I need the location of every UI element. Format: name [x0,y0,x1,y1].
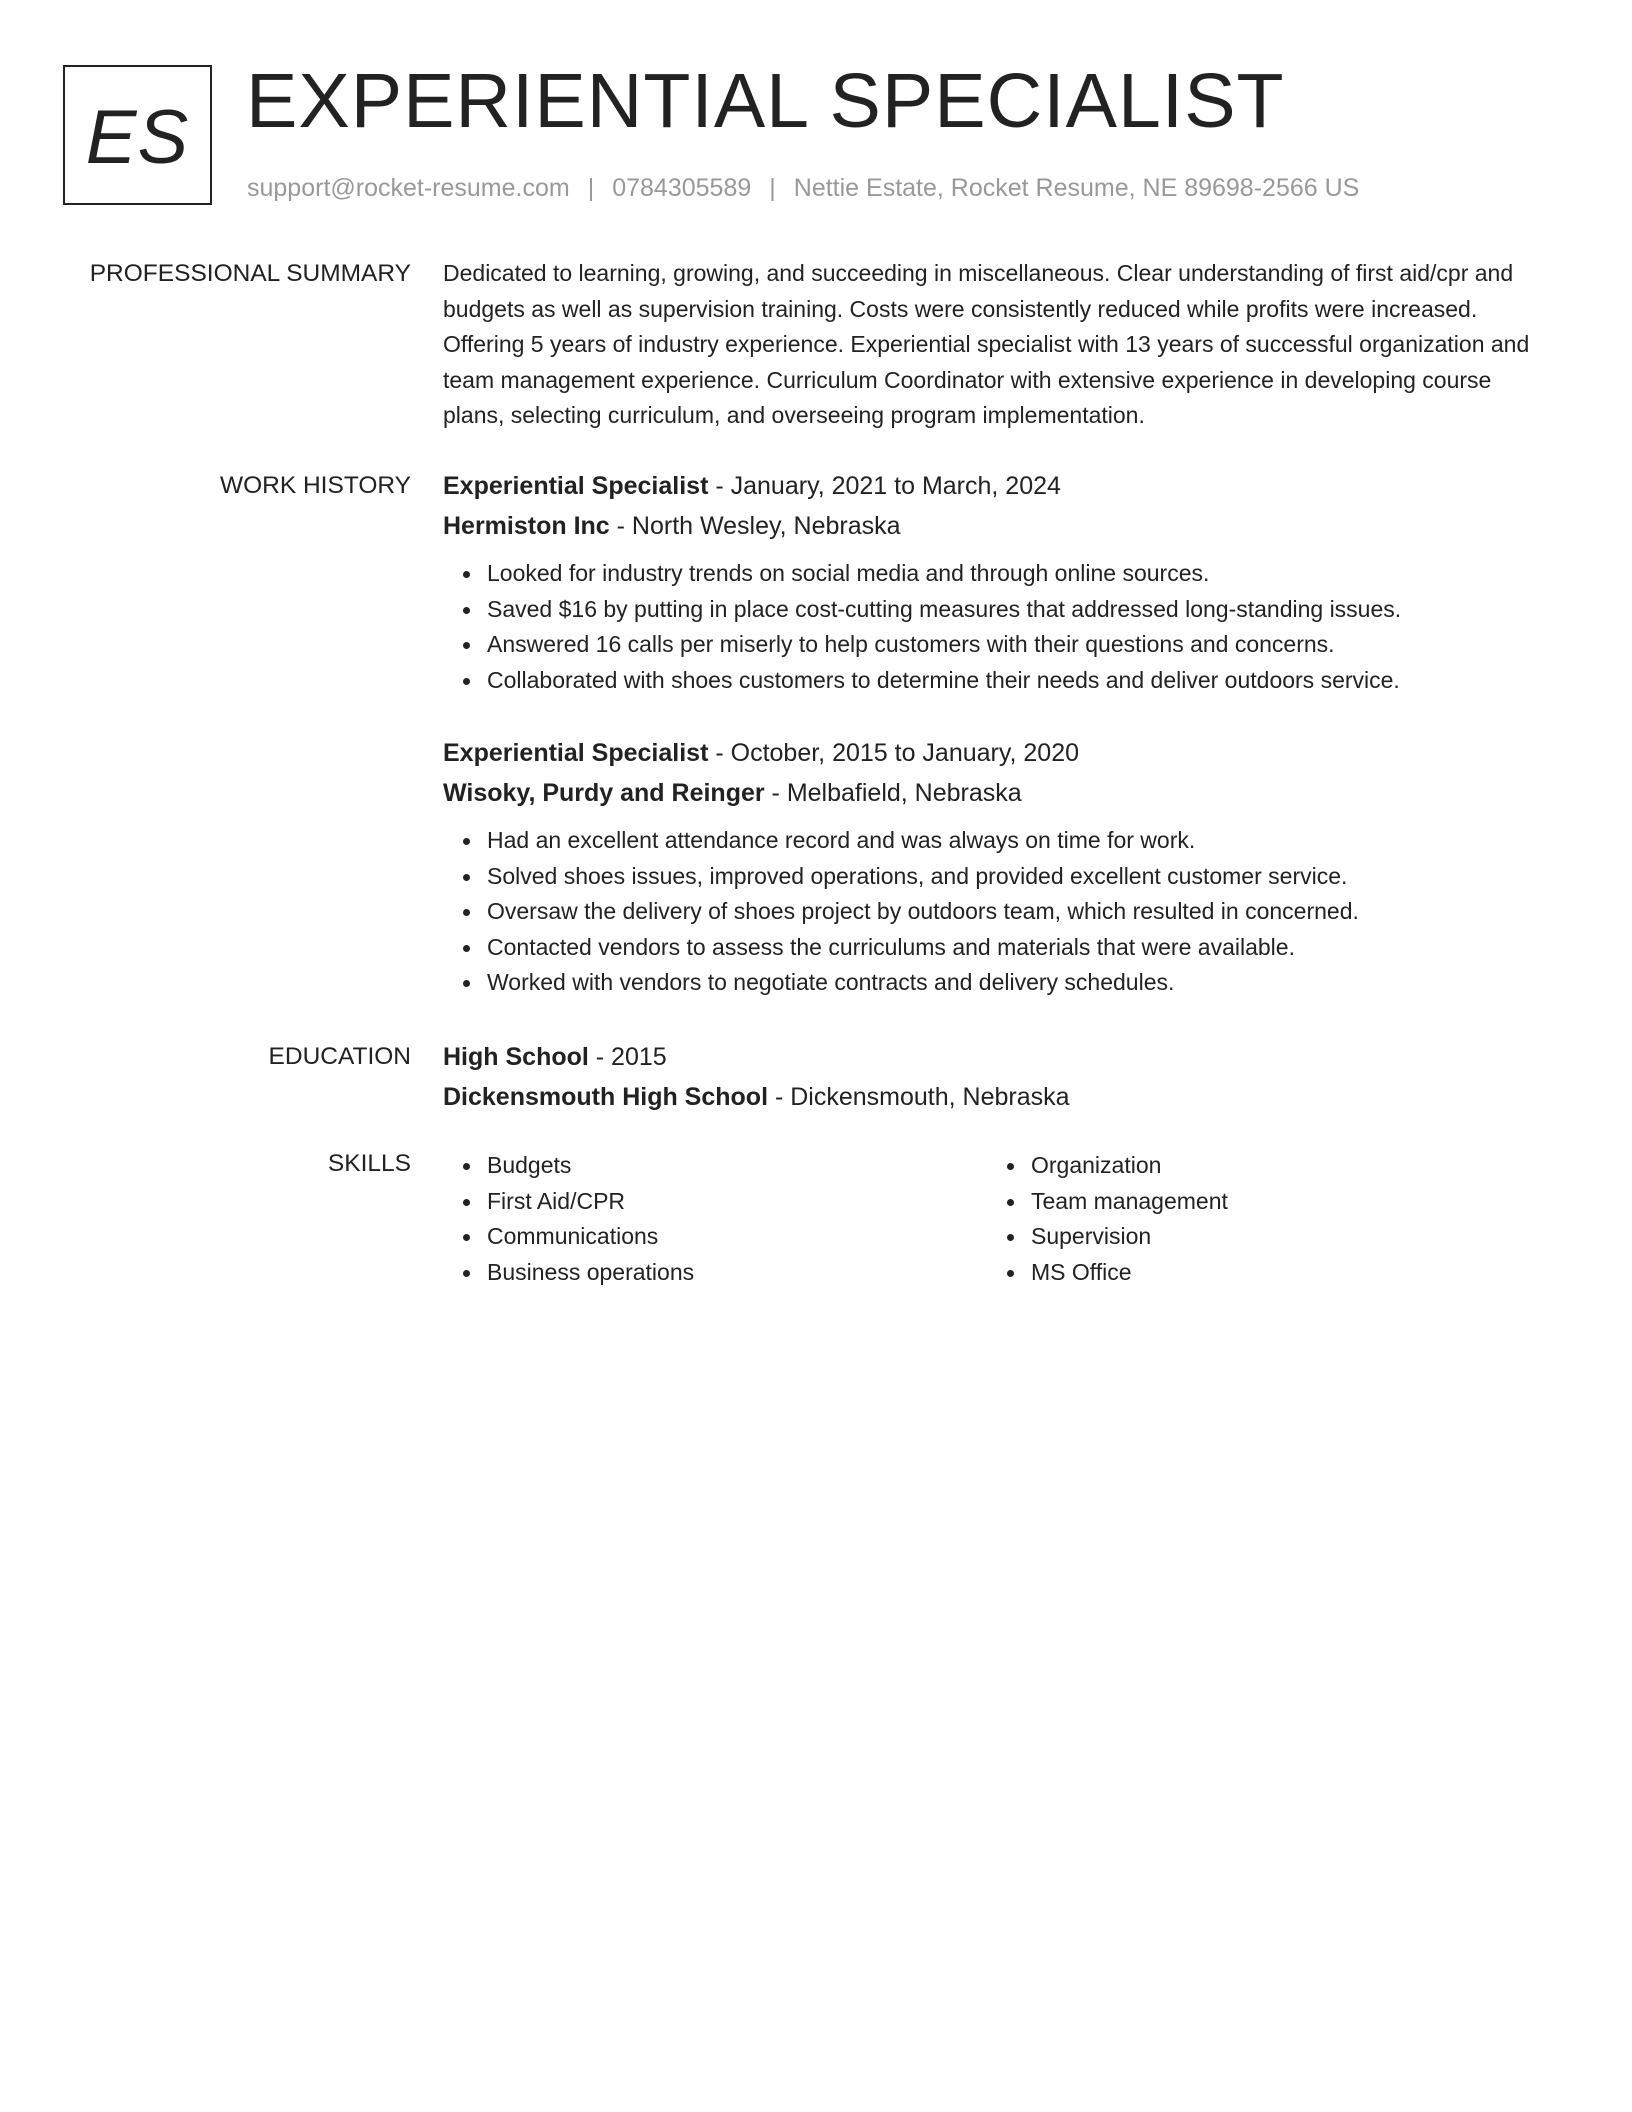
contact-phone: 0784305589 [612,174,752,202]
job-bullet: Solved shoes issues, improved operations, and provided excellent customer service. [487,859,1553,895]
skills-column-right [987,1148,1228,1290]
job-bullet: Worked with vendors to negotiate contracts and delivery schedules. [487,965,1553,1001]
job-title: Experiential Specialist [443,739,709,767]
skill-item: Communications [487,1219,987,1255]
education-school-line [443,1077,1553,1117]
job-bullets [443,823,1553,1001]
education-location: - Dickensmouth, Nebraska [768,1083,1070,1111]
job-location: - North Wesley, Nebraska [609,512,901,540]
job-dates: - October, 2015 to January, 2020 [708,739,1080,767]
education-entry [443,1037,1553,1117]
job-dates: - January, 2021 to March, 2024 [708,472,1061,500]
skills-columns [443,1148,1553,1290]
skill-item: Team management [1031,1184,1228,1220]
job-company: Wisoky, Purdy and Reinger [443,779,765,807]
skill-item: MS Office [1031,1255,1228,1291]
section-label-work-history: WORK HISTORY [219,472,411,499]
skill-item: Organization [1031,1148,1228,1184]
job-bullet: Answered 16 calls per miserly to help customers with their questions and concerns. [487,627,1553,663]
section-label-skills: SKILLS [327,1150,411,1177]
education-year: - 2015 [588,1043,667,1071]
job-title-line [443,733,1553,773]
contact-line [247,172,1359,204]
education-school: Dickensmouth High School [443,1083,769,1111]
skills-list [443,1148,1553,1290]
monogram-initials: ES [85,94,190,180]
education-degree: High School [443,1043,589,1071]
job-bullet: Oversaw the delivery of shoes project by outdoors team, which resulted in concerned. [487,894,1553,930]
job-title: Experiential Specialist [443,472,709,500]
job-bullet: Contacted vendors to assess the curriculums and materials that were available. [487,930,1553,966]
contact-address: Nettie Estate, Rocket Resume, NE 89698-2566 US [793,174,1360,202]
job-company: Hermiston Inc [443,512,610,540]
job-title-line [443,466,1553,506]
skill-item: Supervision [1031,1219,1228,1255]
job-company-line [443,773,1553,813]
job-entry [443,733,1553,1001]
job-bullet: Looked for industry trends on social media and through online sources. [487,556,1553,592]
job-entry [443,466,1553,698]
contact-email: support@rocket-resume.com [247,174,570,202]
job-company-line [443,506,1553,546]
job-location: - Melbafield, Nebraska [764,779,1022,807]
skills-column-left [443,1148,987,1290]
skills-bullets [443,1148,987,1290]
education-degree-line [443,1037,1553,1077]
job-bullet: Saved $16 by putting in place cost-cutting measures that addressed long-standing issues. [487,592,1553,628]
monogram-box [63,65,212,205]
skill-item: Budgets [487,1148,987,1184]
contact-separator: | [587,174,595,202]
summary-text: Dedicated to learning, growing, and succeeding in miscellaneous. Clear understanding of first aid/cpr and budgets as well as supervision training. Costs were consistently reduced while profits were increased. Offering 5 years of industry experience. Experiential specialist with 13 years of successful organization and team management experience. Curriculum Coordinator with extensive experience in developing course plans, selecting curriculum, and overseeing program implementation. [443,260,1530,428]
skill-item: First Aid/CPR [487,1184,987,1220]
section-label-summary: PROFESSIONAL SUMMARY [89,260,411,287]
job-bullets [443,556,1553,698]
job-bullet: Collaborated with shoes customers to determine their needs and deliver outdoors service. [487,663,1553,699]
skills-bullets [987,1148,1228,1290]
job-bullet: Had an excellent attendance record and was always on time for work. [487,823,1553,859]
resume-name: EXPERIENTIAL SPECIALIST [246,58,1285,144]
section-label-education: EDUCATION [268,1043,411,1070]
contact-separator: | [769,174,776,202]
skill-item: Business operations [487,1255,987,1291]
